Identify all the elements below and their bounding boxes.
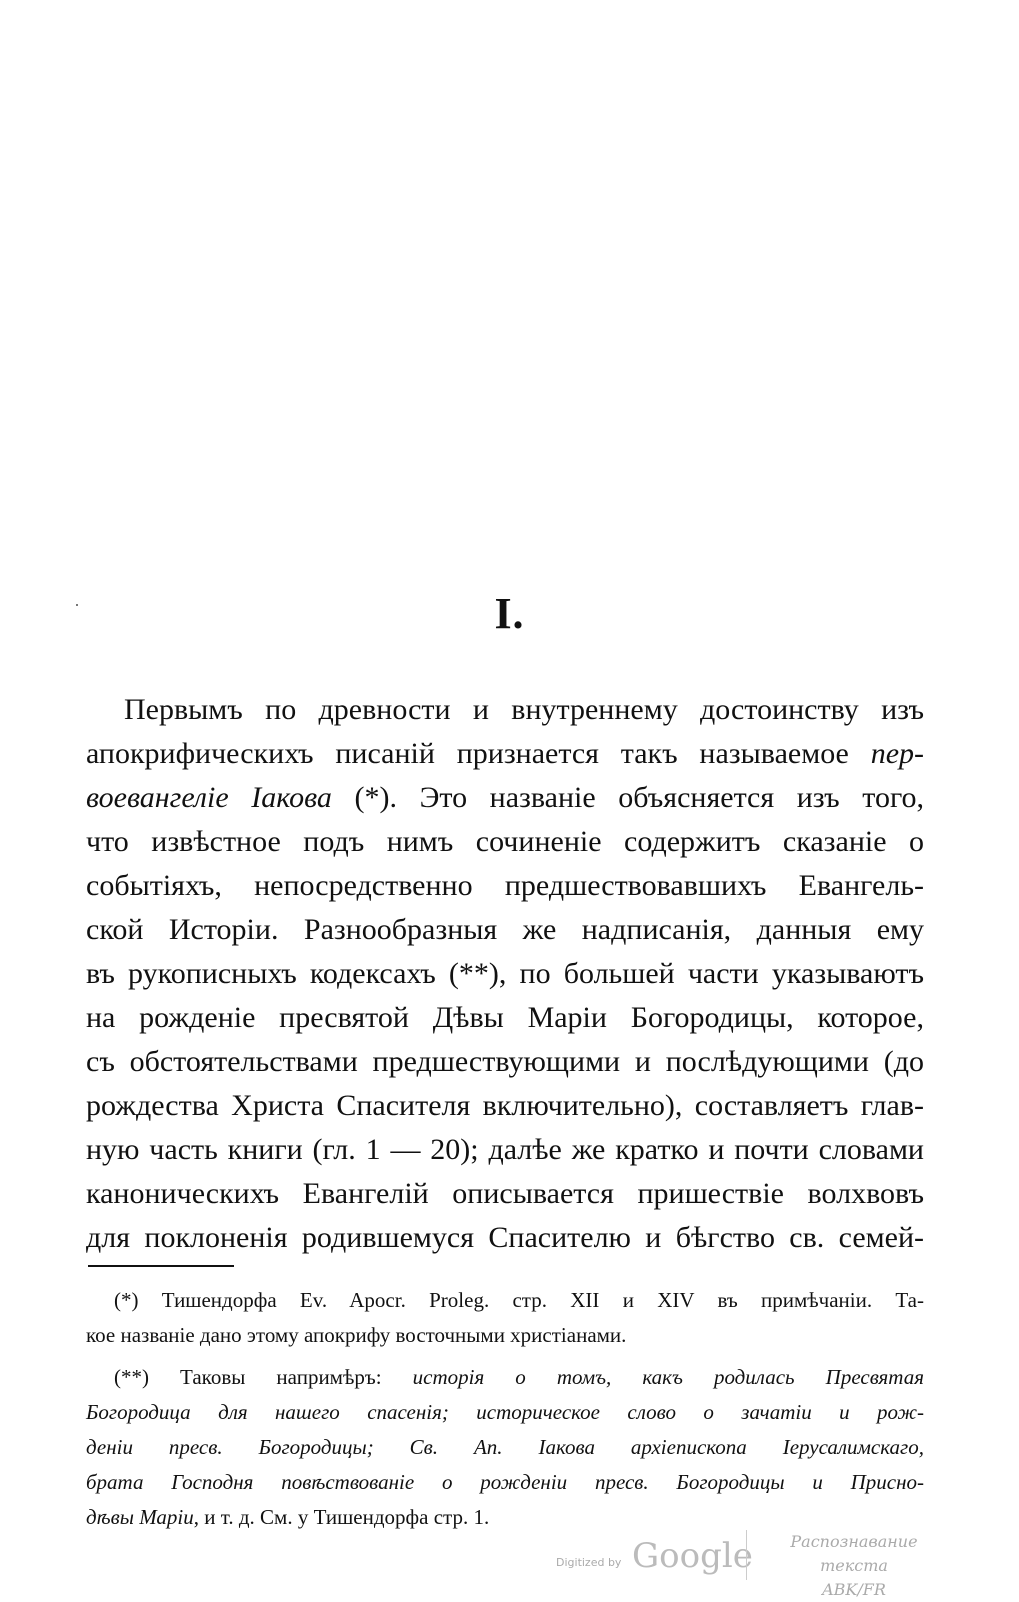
footnote-line: (**) Таковы напримѣръ: исторія о томъ, какъ родилась Пресвятая bbox=[114, 1365, 924, 1389]
body-line: событіяхъ, непосредственно предшествовавшихъ Евангель- bbox=[86, 869, 924, 902]
footnote-line: Богородица для нашего спасенія; историческое слово о зачатіи и рож- bbox=[86, 1400, 924, 1424]
body-line: ской Исторіи. Разнообразныя же надписанія, данныя ему bbox=[86, 913, 924, 946]
footnote-line: деніи пресв. Богородицы; Св. Ап. Іакова архіепископа Іерусалимскаго, bbox=[86, 1435, 924, 1459]
digitization-watermark bbox=[528, 1526, 998, 1599]
footnote-separator bbox=[88, 1265, 234, 1267]
body-line: что извѣстное подъ нимъ сочиненіе содержитъ сказаніе о bbox=[86, 825, 924, 858]
footnote-1 bbox=[86, 1283, 924, 1353]
ocr-credit-line-2: ABK/FR bbox=[822, 1580, 886, 1599]
footnote-line: брата Господня повѣствованіе о рожденіи пресв. Богородицы и Присно- bbox=[86, 1470, 924, 1494]
watermark-divider bbox=[746, 1530, 747, 1580]
footnote-line: кое названіе дано этому апокрифу восточными христіанами. bbox=[86, 1323, 627, 1347]
chapter-heading: I. bbox=[494, 589, 525, 638]
body-line: съ обстоятельствами предшествующими и послѣдующими (до bbox=[86, 1045, 924, 1078]
body-line: каноническихъ Евангелій описывается пришествіе волхвовъ bbox=[86, 1177, 924, 1210]
ocr-credit bbox=[754, 1530, 954, 1602]
body-line: ную часть книги (гл. 1 — 20); далѣе же кратко и почти словами bbox=[86, 1133, 924, 1166]
ocr-credit-line-1: Распознавание текста bbox=[790, 1532, 918, 1575]
body-line: для поклоненія родившемуся Спасителю и бѣгство св. семей- bbox=[86, 1221, 924, 1254]
body-text bbox=[86, 688, 924, 1260]
body-line: въ рукописныхъ кодексахъ (**), по большей части указываютъ bbox=[86, 957, 924, 990]
body-line: рождества Христа Спасителя включительно), составляетъ глав- bbox=[86, 1089, 924, 1122]
google-logo: Google bbox=[632, 1536, 753, 1576]
body-line: апокрифическихъ писаній признается такъ называемое пер- bbox=[86, 737, 924, 770]
footnote-line: дѣвы Маріи, и т. д. См. у Тишендорфа стр. 1. bbox=[86, 1505, 490, 1529]
digitized-by-label: Digitized by bbox=[556, 1556, 622, 1569]
body-line: Первымъ по древности и внутреннему достоинству изъ bbox=[124, 693, 924, 726]
footnote-line: (*) Тишендорфа Ev. Apocr. Proleg. стр. XII и XIV въ примѣчаніи. Та- bbox=[114, 1288, 924, 1312]
body-line: на рожденіе пресвятой Дѣвы Маріи Богородицы, которое, bbox=[86, 1001, 924, 1034]
footnote-2 bbox=[86, 1360, 924, 1535]
body-line: воевангеліе Іакова (*). Это названіе объясняется изъ того, bbox=[86, 781, 924, 814]
